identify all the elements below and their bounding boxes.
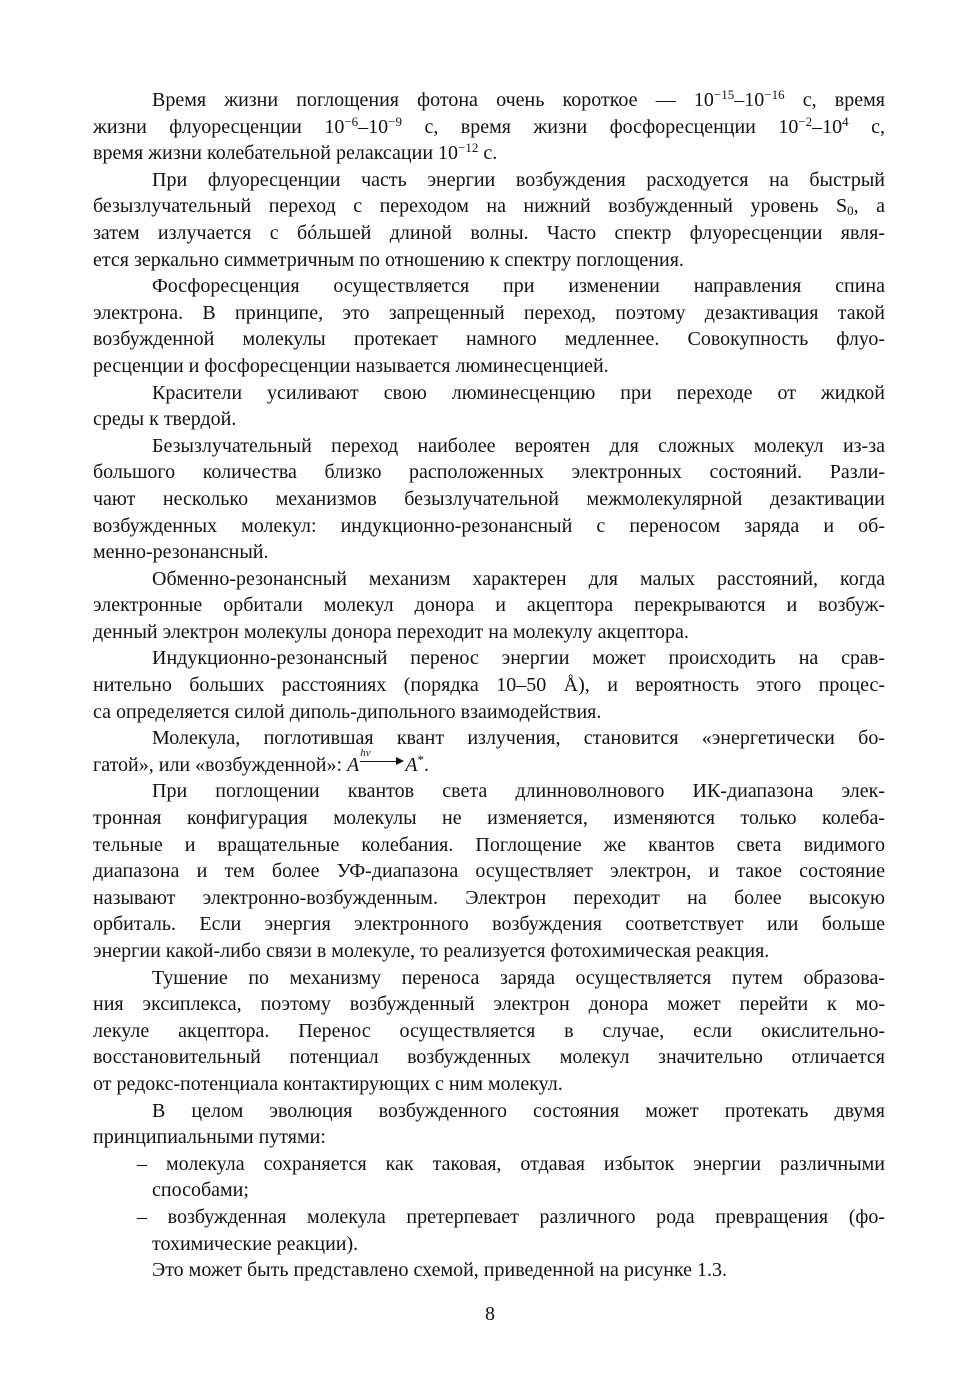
text-run: Молекула, поглотившая квант излучения, становится «энергетически бо-: [152, 727, 885, 750]
superscript: −16: [764, 87, 785, 102]
text-line: [93, 1151, 885, 1178]
text-line: [93, 1231, 885, 1258]
text-line: [93, 300, 885, 327]
text-run: Время жизни поглощения фотона очень короткое — 10: [152, 89, 714, 111]
paragraph: [93, 1257, 885, 1284]
text-line: [93, 380, 885, 407]
text-line: [93, 353, 885, 380]
text-run: Это может быть представлено схемой, приведенной на рисунке 1.3.: [152, 1259, 728, 1282]
list-item: [93, 1151, 885, 1204]
paragraph: [93, 380, 885, 433]
text-line: [93, 326, 885, 353]
text-run: электрона. В принципе, это запрещенный переход, поэтому дезактивация такой: [93, 301, 885, 324]
text-line: [93, 991, 885, 1018]
superscript: −6: [344, 113, 359, 129]
text-line: [93, 513, 885, 540]
paragraph: [93, 725, 885, 778]
superscript: −9: [388, 113, 403, 129]
text-line: [93, 193, 885, 220]
text-line: [93, 220, 885, 247]
text-line: [93, 672, 885, 699]
text-run: с, время жизни фосфоресценции 10: [402, 115, 799, 138]
text-run: ния эксиплекса, поэтому возбужденный электрон донора может перейти к мо-: [93, 993, 885, 1016]
text-run: денный электрон молекулы донора переходит на молекулу акцептора.: [93, 620, 689, 643]
text-run: менно-резонансный.: [93, 541, 269, 564]
text-run: с, время: [784, 89, 885, 111]
text-run: принципиальными путями:: [93, 1126, 326, 1149]
text-line: [93, 406, 885, 433]
text-run: В целом эволюция возбужденного состояния может протекать двумя: [152, 1099, 885, 1122]
arrow-shaft: [360, 761, 400, 762]
text-line: [93, 87, 885, 114]
text-line: [93, 486, 885, 513]
text-run: – возбужденная молекула претерпевает различного рода превращения (фо-: [137, 1205, 885, 1228]
text-line: [93, 1124, 885, 1151]
text-run: способами;: [152, 1179, 249, 1202]
text-line: [93, 778, 885, 805]
text-line: [93, 167, 885, 194]
text-line: [93, 965, 885, 992]
text-run: лекуле акцептора. Перенос осуществляется в случае, если окислительно-: [93, 1019, 885, 1042]
text-line: [93, 805, 885, 832]
text-run: Индукционно-резонансный перенос энергии может происходить на срав-: [152, 647, 885, 670]
superscript: −15: [713, 87, 735, 102]
text-line: [93, 619, 885, 646]
text-run: от редокс-потенциала контактирующих с ним молекул.: [93, 1072, 563, 1095]
text-run: –10: [734, 89, 765, 111]
text-line: [93, 746, 885, 779]
superscript: *: [417, 751, 424, 767]
reaction-arrow-icon: [360, 746, 404, 767]
superscript: 4: [842, 113, 849, 129]
text-line: [93, 140, 885, 167]
text-line: [93, 938, 885, 965]
text-run: энергии какой-либо связи в молекуле, то реализуется фотохимическая реакция.: [93, 940, 770, 962]
text-line: [93, 885, 885, 912]
formula-symbol: A: [347, 753, 360, 776]
text-run: с,: [848, 115, 885, 138]
list-item: [93, 1204, 885, 1257]
text-run: называют электронно-возбужденным. Электрон переходит на более высокую: [93, 886, 885, 909]
text-run: При поглощении квантов света длинноволнового ИК-диапазона элек-: [152, 780, 885, 803]
text-line: [93, 699, 885, 726]
text-run: При флуоресценции часть энергии возбуждения расходуется на быстрый: [152, 168, 885, 191]
page-number: 8: [485, 1303, 495, 1325]
text-run: с.: [478, 142, 498, 165]
superscript: −12: [458, 140, 479, 156]
arrow-head: [396, 757, 404, 765]
text-run: , а: [853, 195, 885, 218]
paragraph: [93, 965, 885, 1098]
text-line: [93, 459, 885, 486]
text-run: среды к твердой.: [93, 408, 237, 431]
text-run: возбужденной молекулы протекает намного медленнее. Совокупность флуо-: [93, 328, 885, 351]
text-run: ется зеркально симметричным по отношению к спектру поглощения.: [93, 248, 684, 271]
text-run: ресценции и фосфоресценции называется люминесценцией.: [93, 354, 609, 377]
text-run: .: [423, 753, 429, 776]
text-run: затем излучается с бóльшей длиной волны. Часто спектр флуоресценции явля-: [93, 221, 885, 244]
text-line: [93, 539, 885, 566]
text-run: жизни флуоресценции 10: [93, 115, 345, 138]
superscript: −2: [798, 113, 813, 129]
text-run: электронные орбитали молекул донора и акцептора перекрываются и возбуж-: [93, 594, 885, 617]
text-run: Обменно-резонансный механизм характерен для малых расстояний, когда: [152, 567, 885, 590]
text-run: тохимические реакции).: [152, 1232, 359, 1255]
text-run: тронная конфигурация молекулы не изменяется, изменяются только колеба-: [93, 807, 885, 830]
text-run: диапазона и тем более УФ-диапазона осуществляет электрон, и такое состояние: [93, 860, 885, 883]
paragraph: [93, 273, 885, 379]
text-line: [93, 114, 885, 141]
text-line: [93, 433, 885, 460]
text-run: орбиталь. Если энергия электронного возбуждения соответствует или больше: [93, 913, 885, 936]
text-run: Красители усиливают свою люминесценцию при переходе от жидкой: [152, 381, 885, 404]
paragraph: [93, 566, 885, 646]
text-line: [93, 832, 885, 859]
paragraph: [93, 1098, 885, 1151]
paragraph: [93, 433, 885, 566]
text-run: возбужденных молекул: индукционно-резонансный с переносом заряда и об-: [93, 514, 885, 537]
paragraph: [93, 87, 885, 167]
text-line: [93, 273, 885, 300]
text-run: чают несколько механизмов безызлучательной межмолекулярной дезактивации: [93, 487, 885, 510]
text-run: Тушение по механизму переноса заряда осуществляется путем образова-: [152, 966, 885, 989]
text-run: нительно больших расстояниях (порядка 10–50 Å), и вероятность этого процес-: [93, 674, 885, 697]
text-run: гатой», или «возбужденной»:: [93, 753, 348, 776]
paragraph: [93, 167, 885, 273]
text-run: восстановительный потенциал возбужденных молекул значительно отличается: [93, 1046, 885, 1069]
text-run: большого количества близко расположенных электронных состояний. Разли-: [93, 461, 885, 484]
text-run: Фосфоресценция осуществляется при изменении направления спина: [152, 275, 885, 298]
text-run: са определяется силой диполь-дипольного взаимодействия.: [93, 700, 602, 723]
text-line: [93, 1204, 885, 1231]
text-line: [93, 592, 885, 619]
text-run: время жизни колебательной релаксации 10: [93, 142, 459, 165]
formula-symbol: A: [405, 753, 418, 776]
text-line: [93, 1018, 885, 1045]
text-line: [93, 566, 885, 593]
text-line: [93, 911, 885, 938]
text-line: [93, 858, 885, 885]
document-body: [93, 87, 885, 1284]
text-run: тельные и вращательные колебания. Поглощение же квантов света видимого: [93, 833, 885, 856]
text-line: [93, 1257, 885, 1284]
text-run: безызлучательный переход с переходом на нижний возбужденный уровень S: [93, 195, 848, 218]
text-line: [93, 1044, 885, 1071]
subscript: 0: [847, 203, 854, 219]
text-line: [93, 645, 885, 672]
arrow-label: hν: [360, 746, 371, 759]
text-line: [93, 1177, 885, 1204]
text-line: [93, 247, 885, 274]
paragraph: [93, 778, 885, 964]
text-line: [93, 1071, 885, 1098]
text-run: –10: [358, 115, 389, 138]
text-run: – молекула сохраняется как таковая, отдавая избыток энергии различными: [137, 1152, 885, 1175]
text-line: [93, 1098, 885, 1125]
text-run: Безызлучательный переход наиболее вероятен для сложных молекул из-за: [152, 434, 885, 457]
text-line: [93, 725, 885, 752]
paragraph: [93, 645, 885, 725]
text-run: –10: [812, 115, 843, 138]
